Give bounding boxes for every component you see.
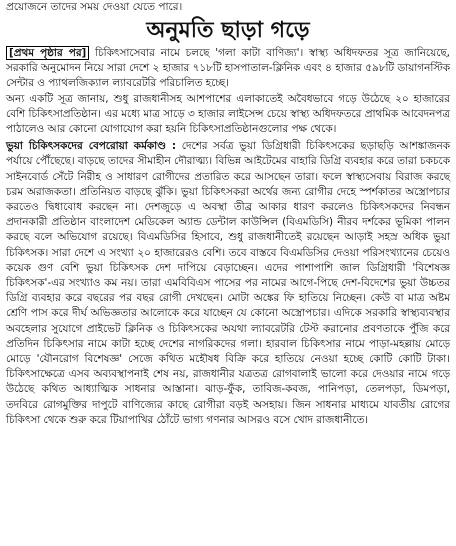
continued-tag: [প্রথম পৃষ্ঠার পর]: [6, 46, 89, 60]
sub-heading: ভুয়া চিকিৎসকদের বেপরোয়া কর্মকাণ্ড :: [6, 140, 177, 153]
paragraph-3: দেশের সর্বত্র ভুয়া ডিগ্রিধারী চিকিৎসকের ছড়াছড়ি আশঙ্কাজনক পর্যায়ে পৌঁছেছে। বাড়ছে তাদের সীমাহীন দৌরাত্ম্য। বিভিন্ন আইটেমের বাহারি ডিগ্রি ব্যবহার করে তারা চকচকে সাইনবোর্ড সেঁটে নিরীহ ও সাধারণ রোগীদের প্রতারিত করে আসছেন তারা। ফলে স্বাস্থ্যসেবায় বিরাজ করছে চরম অরাজকতা। প্রতিনিয়ত বাড়ছে ঝুঁকি। ভুয়া চিকিৎসকরা অর্থের জন্য রোগীর দেহে স্পর্শকাতর অস্ত্রোপচার করতেও দ্বিধাবোধ করছেন না। দেশজুড়ে এ অবস্থা তীব্র আকার ধারণ করলেও চিকিৎসকদের নিবন্ধন প্রদানকারী প্রতিষ্ঠান বাংলাদেশ মেডিকেল অ্যান্ড ডেন্টাল কাউন্সিল (বিএমডিসি) নীরব দর্শকের ভূমিকা পালন করছে বলে অভিযোগ রয়েছে। বিএমডিসির হিসাবে, শুধু রাজধানীতেই রয়েছেন আড়াই সহস্র অধিক ভুয়া চিকিৎসক। সারা দেশে এ সংখ্যা ২০ হাজারেরও বেশি। তবে বাস্তবে বিএমডিসির দেওয়া পরিসংখ্যানের চেয়েও কয়েক গুণ বেশি ভুয়া চিকিৎসক দেশ দাপিয়ে বেড়াচ্ছেন। এদের পাশাপাশি জাল ডিগ্রিধারী 'বিশেষজ্ঞ চিকিৎসক'-এর সংখ্যাও কম নয়। তারা এমবিবিএস পাসের পর নামের আগে-পিছে দেশ-বিদেশের ভুয়া উচ্চতর ডিগ্রি ব্যবহার করে বছরের পর বছর রোগী দেখছেন। মোটা অঙ্কের ফি হাতিয়ে নিচ্ছেন। কেউ বা মাত্র অষ্টম শ্রেণি পাস করে দীর্ঘ অভিজ্ঞতার আলোকে করে যাচ্ছেন যে কোনো অস্ত্রোপচার। এদিকে সরকারি স্বাস্থ্যব্যবস্থার অবহেলার সুযোগে প্রাইভেট ক্লিনিক ও চিকিৎসকের অযথা ল্যাবরেটরি টেস্ট করানোর প্রবণতাকে পুঁজি করে প্রতিদিন চিকিৎসার নামে কাটা হচ্ছে দেশের নাগরিকদের গলা। হারবাল চিকিৎসার নামে পাড়া-মহল্লায় মোড়ে মোড়ে 'যৌনরোগ বিশেষজ্ঞ' সেজে কথিত মহৌষধ বিক্রি করে হাতিয়ে নেওয়া হচ্ছে কোটি কোটি টাকা। চিকিৎসাক্ষেত্রে এসব অব্যবস্থাপনাই শেষ নয়, রাজধানীর যত্রতত্র রোগবালাই ভালো করে দেওয়ার নামে গড়ে উঠেছে কথিত আধ্যাত্মিক সাধনার আস্তানা। ঝাড়-ফুঁক, তাবিজ-কবজ, পানিপড়া, তেলপড়া, ডিমপড়া, তদবিরে রোগমুক্তির দাপুটে বাণিজ্যের কাছে রোগীরা বড়ই অসহায়। জিন সাধনার মাধ্যমে যাবতীয় রোগের চিকিৎসা থেকে শুরু করে টিয়াপাখির ঠোঁটে ভাগ্য গণনার আসরও বসে খোদ রাজধানীতে।: [6, 140, 450, 426]
headline-area: [6, 14, 450, 46]
article-paragraph-3: [6, 139, 450, 428]
paragraph-1: চিকিৎসাসেবার নামে চলছে 'গলা কাটা বাণিজ্য'। স্বাস্থ্য অধিদফতর সূত্র জানিয়েছে, সরকারি অনুমোদন নিয়ে সারা দেশে ২ হাজার ৭১৮টি হাসপাতাল-ক্লিনিক এবং ৪ হাজার ৫৯৮টি ডায়াগনস্টিক সেন্টার ও প্যাথলজিক্যাল ল্যাবরেটরি পরিচালিত হচ্ছে।: [6, 47, 450, 90]
article-paragraph: [6, 46, 450, 92]
headline: অনুমতি ছাড়া গড়ে: [146, 17, 310, 43]
paragraph-2: অন্য একটি সূত্র জানায়, শুধু রাজধানীসহ আশপাশের এলাকাতেই অবৈধভাবে গড়ে উঠেছে ২০ হাজারের বেশি চিকিৎসাপ্রতিষ্ঠান। এর মধ্যে মাত্র সাড়ে ৩ হাজার লাইসেন্স চেয়ে স্বাস্থ্য অধিদফতরে প্রাথমিক আবেদনপত্র পাঠালেও আর কোনো যোগাযোগ করা হয়নি চিকিৎসাপ্রতিষ্ঠানগুলোর পক্ষ থেকে।: [6, 92, 450, 136]
continued-tag-text: প্রথম পৃষ্ঠার পর: [13, 47, 82, 59]
previous-article-ending: প্রয়োজনে তাদের সময় দেওয়া যেতে পারে।: [6, 1, 183, 13]
